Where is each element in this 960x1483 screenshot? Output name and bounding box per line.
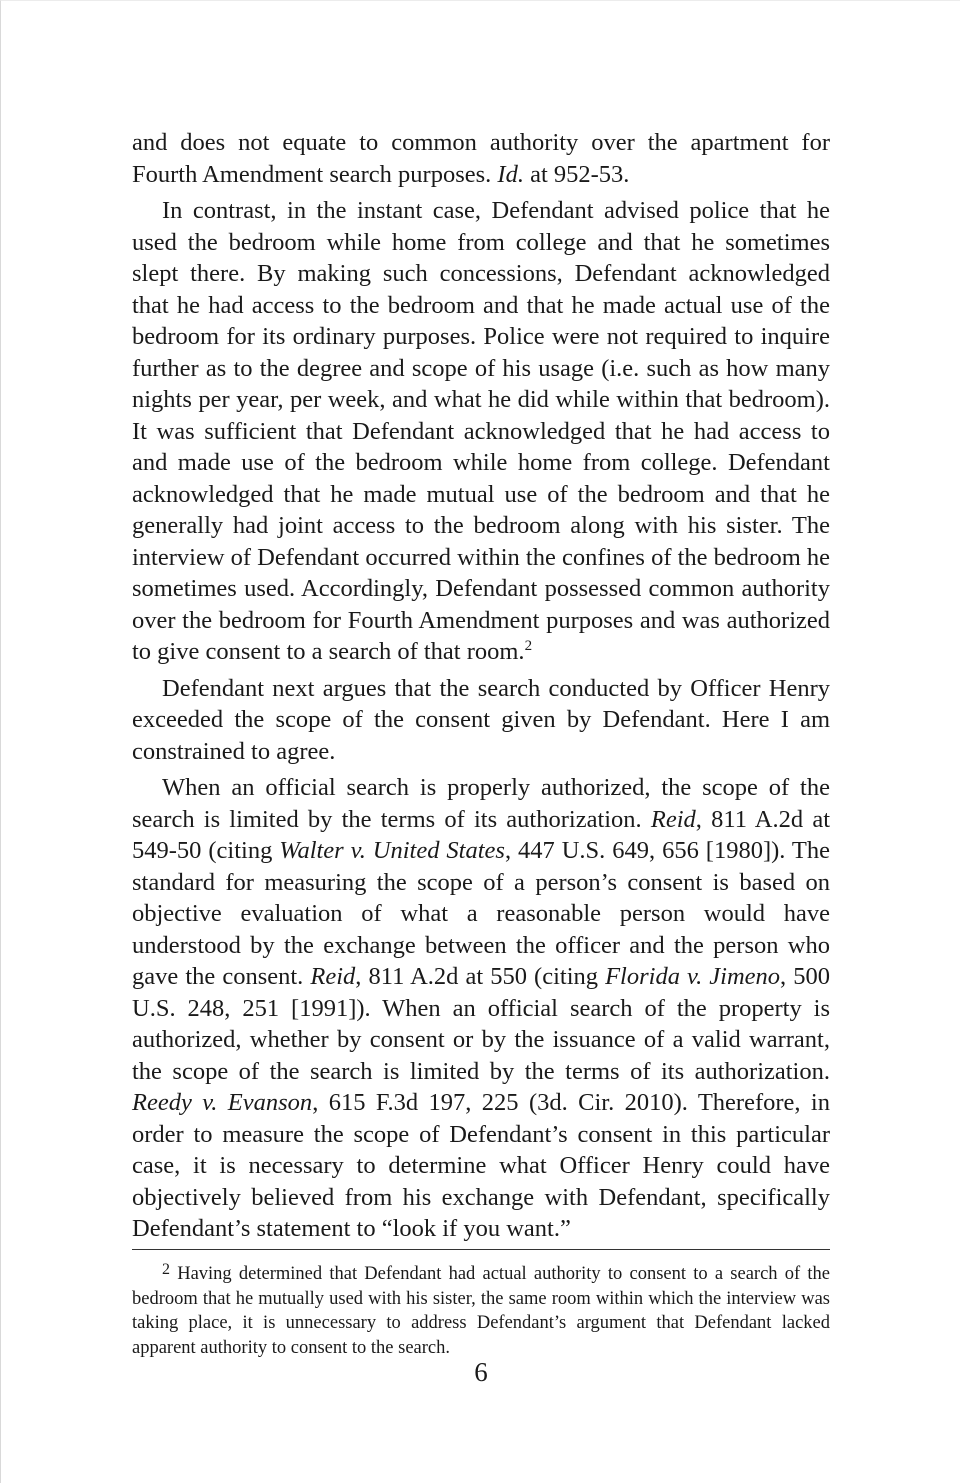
- case-citation: Id.: [497, 160, 524, 188]
- footnote: $^2$ Having determined that Defendant had actual authority to consent to a search of the bedroom that he mutually used with his sister, the same room within which the interview was taking place, it is unnecessary to address Defendant’s argument that Defendant lacked apparent authority to consent to the search.: [132, 1261, 830, 1358]
- case-citation: Walter v. United States: [279, 837, 505, 864]
- case-citation: Reid: [650, 805, 696, 833]
- case-citation: Florida v. Jimeno: [605, 963, 781, 990]
- case-citation: Reedy v. Evanson: [132, 1089, 313, 1116]
- footnote-reference[interactable]: 2: [524, 638, 533, 654]
- paragraph: and does not equate to common authority over the apartment for Fourth Amendment search purposes. Id. at 952-53.: [132, 129, 830, 188]
- paragraph: Defendant next argues that the search conducted by Officer Henry exceeded the scope of the consent given by Defendant. Here I am constrained to agree.: [132, 674, 830, 765]
- case-citation: Reid: [310, 963, 356, 990]
- footnote-marker: 2: [162, 1261, 170, 1278]
- page-number: 6: [474, 1357, 488, 1387]
- footnote-section: [132, 1249, 830, 1360]
- paragraph: In contrast, in the instant case, Defendant advised police that he used the bedroom while home from college and that he sometimes slept there. By making such concessions, Defendant acknowledged that he had access to the bedroom and that he made actual use of the bedroom for its ordinary purposes. Police were not required to inquire further as to the degree and scope of his usage (i.e. such as how many nights per year, per week, and what he did while within that bedroom). It was sufficient that Defendant acknowledged that he had access to and made use of the bedroom while home from college. Defendant acknowledged that he made mutual use of the bedroom and that he generally had joint access to the bedroom along with his sister. The interview of Defendant occurred within the confines of the bedroom he sometimes used. Accordingly, Defendant possessed common authority over the bedroom for Fourth Amendment purposes and was authorized to give consent to a search of that room.$^2$: [132, 197, 830, 665]
- paragraph: When an official search is properly authorized, the scope of the search is limited by the terms of its authorization. Reid, 811 A.2d at 549-50 (citing Walter v. United States, 447 U.S. 649, 656 [1980]). The standard for measuring the scope of a person’s consent is based on objective evaluation of what a reasonable person would have understood by the exchange between the officer and the person who gave the consent. Reid, 811 A.2d at 550 (citing Florida v. Jimeno, 500 U.S. 248, 251 [1991]). When an official search of the property is authorized, whether by consent or by the issuance of a valid warrant, the scope of the search is limited by the terms of its authorization. Reedy v. Evanson, 615 F.3d 197, 225 (3d. Cir. 2010). Therefore, in order to measure the scope of Defendant’s consent in this particular case, it is necessary to determine what Officer Henry could have objectively believed from his exchange with Defendant, specifically Defendant’s statement to “look if you want.”: [132, 774, 830, 1242]
- body-text: [132, 127, 830, 1250]
